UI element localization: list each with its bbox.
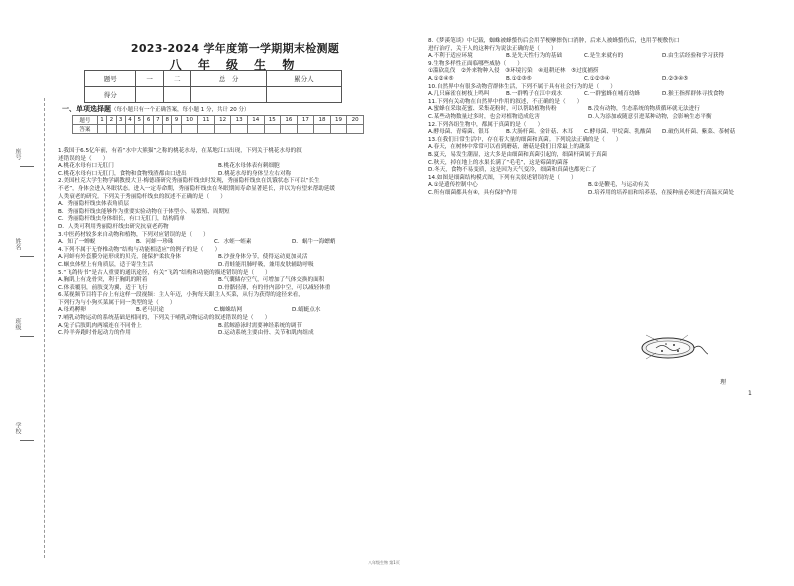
question	[58, 247, 378, 270]
blank-school[interactable]	[20, 440, 34, 441]
answer-option[interactable]: C．秀丽隐杆线虫身体细长，有口无肛门，结构简单	[58, 216, 185, 223]
answer-option[interactable]: D.②③④⑤	[662, 75, 689, 82]
score-header: 题号	[85, 71, 136, 87]
question-stem: 下列行为与小狗买菜属于同一类型的是（ ）	[58, 299, 176, 306]
questions-right	[428, 38, 748, 197]
answer-cell[interactable]	[153, 125, 162, 134]
answer-option[interactable]: D.冬天，食物不易变质，这是因为天气变冷，细菌和真菌也都死亡了	[428, 167, 597, 174]
answer-option[interactable]: A．知了一蝉蜕	[58, 239, 96, 246]
grid-number: 9	[172, 116, 181, 125]
answer-grid	[72, 115, 364, 134]
grid-number: 1	[97, 116, 106, 125]
score-cell[interactable]	[163, 87, 191, 103]
answer-option[interactable]: A.胸肌上有龙骨突，利于胸肌的附着	[58, 277, 148, 284]
answer-option[interactable]: ①滥砍乱伐 ②外来物种入侵 ③环境污染 ④退耕还林 ⑤过度捕捞	[428, 68, 599, 75]
question-stem: 9.生物多样性正面临哪些威胁（ ）	[428, 60, 523, 67]
question	[428, 84, 748, 99]
score-header: 总 分	[191, 71, 266, 87]
answer-option[interactable]: B.①②③⑤	[506, 75, 532, 82]
answer-option[interactable]: B.一群鸭子在江中戏水	[506, 91, 562, 98]
answer-option[interactable]: A.①②④⑤	[428, 75, 454, 82]
answer-option[interactable]: A.不利于适应环境	[428, 53, 473, 60]
answer-option[interactable]: B.气囊储存空气，可增加了气体交换的面积	[218, 277, 325, 284]
grid-number: 14	[247, 116, 264, 125]
answer-cell[interactable]	[125, 125, 134, 134]
answer-option[interactable]: C.某些动物数量过多时，也会对植物造成危害	[428, 113, 540, 120]
question	[58, 315, 378, 338]
answer-option[interactable]: A.几只麻雀在树枝上鸣叫	[428, 91, 490, 98]
answer-option[interactable]: A.桃花水母有口无肛门	[58, 163, 114, 170]
grid-label: 答案	[73, 125, 98, 134]
answer-option[interactable]: D.由生活经验和学习获得	[662, 53, 725, 60]
grid-number: 4	[125, 116, 134, 125]
answer-option[interactable]: D．人类可利用秀丽隐杆线虫研究抗衰老药物	[58, 223, 169, 230]
answer-option[interactable]: C.①②③④	[584, 75, 610, 82]
grid-number: 12	[214, 116, 231, 125]
grid-number: 19	[330, 116, 347, 125]
answer-option[interactable]: B.是先天性行为的基础	[506, 53, 562, 60]
score-header: 累分人	[266, 71, 341, 87]
grid-number: 7	[153, 116, 162, 125]
answer-cell[interactable]	[297, 125, 314, 134]
answer-option[interactable]: D.破伤风杆菌、紫菜、茶树菇	[662, 129, 736, 136]
answer-option[interactable]: A．秀丽隐杆线虫体表角质层	[58, 201, 129, 208]
page-number: 1	[748, 390, 752, 397]
blank-seat[interactable]	[20, 166, 34, 167]
question	[428, 137, 748, 175]
question-stem: 3.中医药材较多来自动物和植物，下列对应错误的是（ ）	[58, 231, 209, 238]
answer-cell[interactable]	[116, 125, 125, 134]
grid-number: 20	[347, 116, 364, 125]
answer-option[interactable]: B.没有动物，生态系统的物质循环就无法进行	[588, 106, 700, 113]
answer-option[interactable]: B.老马识途	[136, 307, 164, 314]
answer-option[interactable]: D.人为添加或随意引进某种动物，会影响生态平衡	[588, 113, 712, 120]
answer-cell[interactable]	[97, 125, 106, 134]
question-stem: 8.《梦溪笔谈》中记载，蜘蛛被蜂螫伤后会用芋梗摩擦伤口消肿，后来人被蜂螫伤后，也用芋梗敷伤口	[428, 38, 680, 44]
question-stem: 人类衰老的研究。下列关于秀丽隐杆线虫的叙述不正确的是（ ）	[58, 193, 226, 200]
answer-option[interactable]: B.蓝鲸游泳时需要神经系统的调节	[218, 322, 302, 329]
answer-cell[interactable]	[231, 125, 248, 134]
side-label-school: 学校	[14, 422, 21, 434]
side-label-seat: 座号	[14, 148, 21, 160]
answer-option[interactable]: D.猴王指挥群体寻找食物	[662, 91, 725, 98]
side-label-class: 班级	[14, 318, 21, 330]
answer-option[interactable]: D．蜗牛一海螵蛸	[292, 239, 336, 246]
exam-subject: 八 年 级 生 物	[169, 58, 301, 72]
answer-option[interactable]: D.运动系统主要由骨、关节和肌肉组成	[218, 330, 314, 337]
answer-option[interactable]: A.兔子后肢肌肉两端连在不同骨上	[58, 322, 142, 329]
grid-number: 13	[231, 116, 248, 125]
answer-cell[interactable]	[144, 125, 153, 134]
answer-option[interactable]: C.一群蜜蜂在哺育幼蜂	[584, 91, 641, 98]
answer-cell[interactable]	[281, 125, 298, 134]
question-stem: 进行治疗，关于人的这种行为说法正确的是（ ）	[428, 45, 557, 52]
answer-option[interactable]: C.羚羊奔跑时骨起动力的作用	[58, 330, 131, 337]
question	[58, 232, 378, 247]
answer-option[interactable]: C.秋天，掉在地上的水果长满了“毛毛”，这是霉菌的菌落	[428, 159, 569, 166]
answer-cell[interactable]	[330, 125, 347, 134]
grid-number: 5	[135, 116, 144, 125]
score-cell[interactable]	[136, 87, 164, 103]
score-row-label: 得分	[85, 87, 136, 103]
answer-option[interactable]: A.母鸡孵卵	[58, 307, 86, 314]
answer-option[interactable]: B.桃花水母体表有刺细胞	[218, 163, 280, 170]
side-label-name: 姓名	[14, 238, 21, 250]
grid-label: 题号	[73, 116, 98, 125]
question	[428, 61, 748, 84]
answer-cell[interactable]	[214, 125, 231, 134]
answer-option[interactable]: A.河蚌有外套膜分泌形成的贝壳，能保护柔软身体	[58, 254, 181, 261]
grid-number: 10	[181, 116, 198, 125]
answer-option[interactable]: C.桃花水母有口无肛门，食物和食物残渣都由口进出	[58, 170, 187, 177]
answer-cell[interactable]	[163, 125, 172, 134]
question-14-tail: 理	[720, 379, 727, 386]
answer-option[interactable]: B.大肠杆菌、金针菇、木耳	[506, 129, 574, 136]
question	[58, 270, 378, 293]
answer-option[interactable]: D.桃花水母的身体呈左右对称	[218, 170, 292, 177]
answer-option[interactable]: D.蜻蜓点水	[292, 307, 321, 314]
question-stem: 述错误的是（ ）	[58, 155, 109, 162]
question	[428, 38, 748, 61]
section-title: 一、单项选择题（每小题只有一个正确答案，每小题 1 分，共计 20 分）	[62, 105, 250, 113]
answer-option[interactable]: C.蜘蛛结网	[214, 307, 243, 314]
answer-option[interactable]: B.②是鞭毛，与运动有关	[588, 182, 649, 189]
answer-option[interactable]: D.青蛙能用肺呼吸，兼用皮肤辅助呼吸	[218, 261, 314, 268]
answer-cell[interactable]	[347, 125, 364, 134]
answer-cell[interactable]	[247, 125, 264, 134]
answer-cell[interactable]	[314, 125, 331, 134]
answer-cell[interactable]	[264, 125, 281, 134]
answer-option[interactable]: A.蜜蜂在采取花蜜、采集花粉时，可以帮助植物传粉	[428, 106, 557, 113]
question	[428, 99, 748, 122]
question	[58, 178, 378, 231]
question-stem: 4.下列不属于无脊椎动物“结构与功能相适应”的例子的是（ ）	[58, 246, 221, 253]
question-stem: 14.如图是细菌结构模式图，下列有关叙述错误的是（ ）	[428, 174, 577, 181]
questions-left	[58, 148, 378, 338]
answer-option[interactable]: C.是生来就有的	[584, 53, 624, 60]
grid-number: 17	[297, 116, 314, 125]
grid-number: 3	[116, 116, 125, 125]
question	[58, 148, 378, 178]
answer-cell[interactable]	[135, 125, 144, 134]
binding-line	[44, 98, 45, 558]
bacteria-diagram	[632, 331, 708, 363]
answer-option[interactable]: C.酵母菌、甲烷菌、乳酸菌	[584, 129, 652, 136]
answer-option[interactable]: A.春天，在树林中常常可以看到蘑菇，蘑菇是我们日常最上的蔬菜	[428, 144, 591, 151]
grid-number: 2	[107, 116, 116, 125]
question	[58, 292, 378, 315]
question-stem: 不老”，身体会进入冬眠状态。进入一定寿命期，秀丽隐杆线虫在冬眠期间寿命显著延长，并以为有望来帮助延缓	[58, 185, 335, 192]
answer-option[interactable]: C.体表覆羽，前肢变为翼，适于飞行	[58, 284, 148, 291]
answer-option[interactable]: B.沙蚕身体分节，使得运动更加灵活	[218, 254, 308, 261]
grid-number: 6	[144, 116, 153, 125]
question-stem: 7.哺乳动物运动的系统基础是相同的，下列关于哺乳动物运动的叙述错误的是（ ）	[58, 315, 271, 322]
question	[428, 122, 748, 137]
blank-name[interactable]	[20, 256, 34, 257]
page-footer: 八年级生物 第1页	[368, 560, 400, 565]
score-header: 一	[136, 71, 164, 87]
answer-cell[interactable]	[107, 125, 116, 134]
answer-option[interactable]: C．水蛭一蛭素	[214, 239, 252, 246]
answer-option[interactable]: B．河蚌一珍珠	[136, 239, 174, 246]
score-header: 二	[163, 71, 191, 87]
question-stem: 5.“飞鸽传书”是古人重要的通讯途径，有关“飞鸽”结构和功能的描述错误的是（ ）	[58, 269, 271, 276]
grid-number: 8	[163, 116, 172, 125]
answer-cell[interactable]	[198, 125, 215, 134]
section-note: （每小题只有一个正确答案，每小题 1 分，共计 20 分）	[111, 107, 250, 113]
answer-option[interactable]: C.所有细菌都具有④，具有保护作用	[428, 189, 518, 196]
blank-class[interactable]	[20, 336, 34, 337]
grid-number: 11	[198, 116, 215, 125]
answer-option[interactable]: A.酵母菌、青霉菌、银耳	[428, 129, 490, 136]
question-stem: 10.自然界中有很多动物营群体生活，下列不属于具有社会行为的是（ ）	[428, 83, 616, 90]
answer-option[interactable]: B．秀丽隐杆线虫能够作为重要实验动物在于体型小、易繁殖、周期短	[58, 208, 230, 215]
exam-title: 2023-2024 学年度第一学期期末检测题	[130, 42, 340, 55]
grid-number: 18	[314, 116, 331, 125]
grid-number: 15	[264, 116, 281, 125]
answer-cell[interactable]	[181, 125, 198, 134]
answer-option[interactable]: B.夏天，易发生潮湿，这大多是由细菌和真菌引起的，细菌杆菌属于真菌	[428, 151, 608, 158]
question-stem: 1.我国于6.5亿年前，有着“水中大熊猫”之称的桃花水母，在某地江口出现，下列关于桃花水母的叙	[58, 148, 302, 154]
question-stem: 11.下列有关动物在自然界中作用的叙述，不正确的是（ ）	[428, 98, 583, 105]
question	[428, 175, 748, 198]
answer-cell[interactable]	[172, 125, 181, 134]
question-stem: 12.下列各组生物中，都属于真菌的是（ ）	[428, 121, 544, 128]
question-stem: 13.在我们日常生活中，存在着大量的细菌和真菌。下列说法正确的是（ ）	[428, 136, 622, 143]
question-stem: 6.某视频节目将手台上有这样一段视频：主人年迈，小狗每天跟主人买菜，从行为获得的途径来看，	[58, 292, 304, 299]
answer-option[interactable]: D.培养用的培养皿和培养基，在接种前必须进行高温灭菌处	[588, 189, 734, 196]
score-table	[84, 70, 342, 103]
grid-number: 16	[281, 116, 298, 125]
answer-option[interactable]: A.①是遗传控制中心	[428, 182, 478, 189]
score-cell[interactable]	[266, 87, 341, 103]
answer-option[interactable]: C.蛔虫体壁上有角质层，适于寄生生活	[58, 261, 154, 268]
score-cell[interactable]	[191, 87, 266, 103]
answer-option[interactable]: D.骨骼轻薄，有的骨内部中空，可以减轻体重	[218, 284, 331, 291]
question-stem: 2.美国杜克大学生物学副教授大卫·梅德谨研究秀丽隐杆线虫时发现，秀丽隐杆线虫在饥饿状态下可以“长生	[58, 178, 320, 185]
